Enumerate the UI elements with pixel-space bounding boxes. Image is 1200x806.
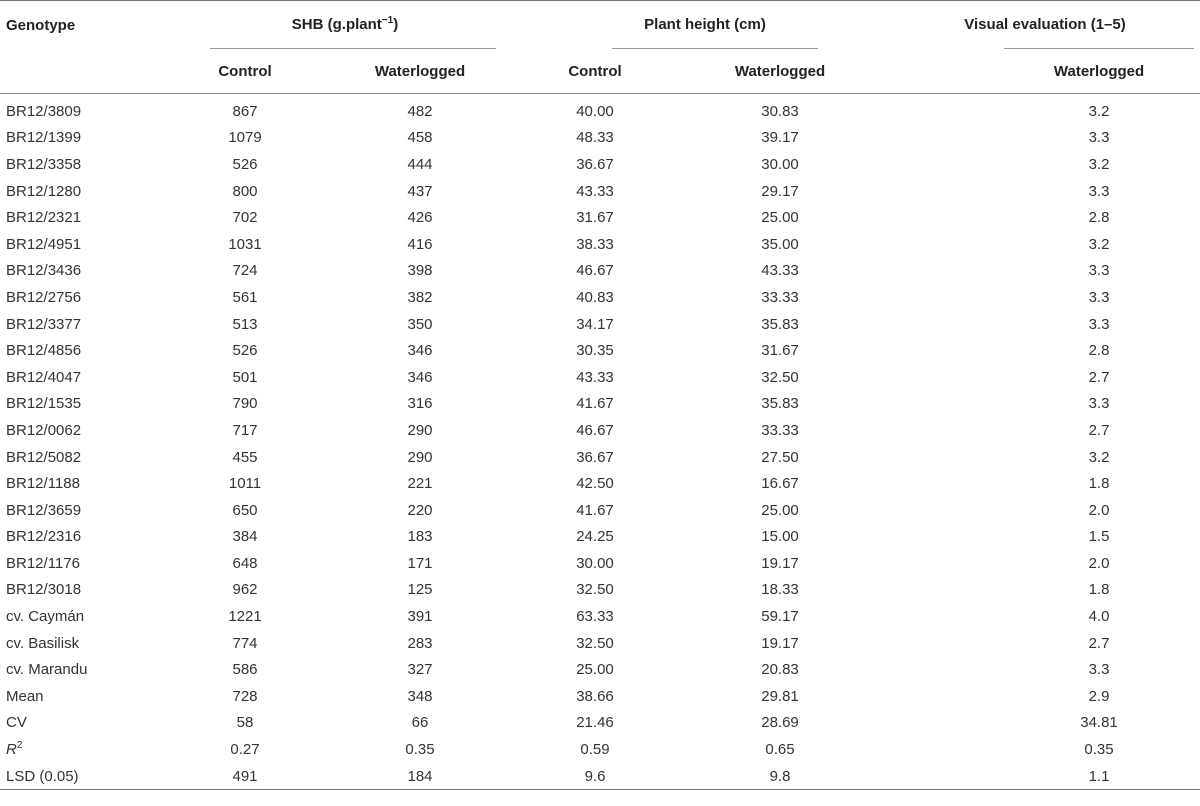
cell-shb-waterlogged: 348 [407, 687, 433, 705]
cell-shb-control: 1031 [228, 235, 262, 253]
cell-shb-waterlogged: 391 [407, 608, 433, 626]
cell-ph-waterlogged: 30.00 [761, 155, 799, 173]
cell-ph-waterlogged: 25.00 [761, 501, 799, 519]
shb-waterlogged-header: Waterlogged [320, 49, 520, 94]
cell-ph-control: 38.66 [576, 687, 614, 705]
table-row [0, 284, 1200, 311]
cell-shb-waterlogged: 283 [407, 634, 433, 652]
cell-ph-control: 40.83 [576, 288, 614, 306]
ph-waterlogged-header: Waterlogged [670, 49, 890, 94]
table-row [0, 417, 1200, 444]
cell-ph-control: 43.33 [576, 182, 614, 200]
cell-shb-waterlogged: 290 [407, 421, 433, 439]
header-row-groups [0, 1, 1200, 50]
cell-ve-waterlogged: 0.35 [1084, 741, 1114, 759]
cell-ph-control: 25.00 [576, 661, 614, 679]
cell-shb-control: 774 [232, 634, 258, 652]
cell-shb-waterlogged: 327 [407, 661, 433, 679]
table-row [0, 710, 1200, 737]
cell-genotype: cv. Marandu [6, 661, 88, 679]
cell-shb-waterlogged: 183 [407, 528, 433, 546]
visual-header-text: Visual evaluation (1–5) [964, 16, 1126, 33]
cell-genotype: cv. Caymán [6, 608, 85, 626]
cell-shb-control: 561 [232, 288, 258, 306]
cell-genotype: BR12/3659 [6, 501, 82, 519]
cell-shb-waterlogged: 221 [407, 475, 433, 493]
cell-ve-waterlogged: 1.5 [1088, 528, 1110, 546]
cell-ph-waterlogged: 25.00 [761, 209, 799, 227]
cell-genotype: BR12/3436 [6, 262, 82, 280]
cell-shb-control: 790 [232, 395, 258, 413]
cell-genotype: BR12/2316 [6, 528, 82, 546]
cell-genotype: BR12/3018 [6, 581, 82, 599]
cell-shb-waterlogged: 290 [407, 448, 433, 466]
table-row [0, 178, 1200, 205]
cell-ph-control: 63.33 [576, 608, 614, 626]
cell-ve-waterlogged: 2.8 [1088, 342, 1110, 360]
cell-ph-waterlogged: 0.65 [765, 741, 795, 759]
cell-shb-waterlogged: 398 [407, 262, 433, 280]
cell-shb-control: 0.27 [230, 741, 260, 759]
cell-genotype: Mean [6, 687, 44, 705]
cell-shb-control: 526 [232, 155, 258, 173]
cell-ph-waterlogged: 33.33 [761, 421, 799, 439]
cell-shb-control: 586 [232, 661, 258, 679]
cell-ph-control: 46.67 [576, 262, 614, 280]
shb-header-rule [210, 48, 496, 49]
plant-height-group-header [520, 1, 890, 50]
cell-ph-control: 36.67 [576, 448, 614, 466]
table-row [0, 391, 1200, 418]
cell-shb-control: 867 [232, 102, 258, 120]
table-row [0, 577, 1200, 604]
table-row [0, 204, 1200, 231]
ve-waterlogged-header: Waterlogged [890, 49, 1200, 94]
cell-ph-control: 24.25 [576, 528, 614, 546]
cell-shb-control: 526 [232, 342, 258, 360]
cell-shb-control: 58 [236, 714, 254, 732]
cell-ve-waterlogged: 3.2 [1088, 235, 1110, 253]
cell-shb-waterlogged: 125 [407, 581, 433, 599]
cell-ph-waterlogged: 30.83 [761, 102, 799, 120]
cell-genotype: BR12/0062 [6, 421, 82, 439]
cell-ph-waterlogged: 35.00 [761, 235, 799, 253]
genotype-header: Genotype [0, 1, 170, 50]
cell-ve-waterlogged: 1.1 [890, 763, 1200, 790]
cell-ve-waterlogged: 3.3 [1088, 395, 1110, 413]
cell-shb-waterlogged: 316 [407, 395, 433, 413]
cell-ph-control: 21.46 [576, 714, 614, 732]
cell-ve-waterlogged: 3.3 [1088, 661, 1110, 679]
cell-ve-waterlogged: 2.7 [1088, 634, 1110, 652]
cell-shb-control: 724 [232, 262, 258, 280]
table-row [0, 444, 1200, 471]
cell-ph-waterlogged: 29.17 [761, 182, 799, 200]
table-row [0, 656, 1200, 683]
cell-ve-waterlogged: 3.2 [1088, 155, 1110, 173]
cell-shb-waterlogged: 171 [407, 554, 433, 572]
table-row [0, 524, 1200, 551]
cell-shb-control: 1221 [228, 608, 262, 626]
cell-ph-waterlogged: 27.50 [761, 448, 799, 466]
cell-shb-waterlogged: 458 [407, 129, 433, 147]
cell-genotype: CV [6, 714, 27, 732]
cell-shb-waterlogged: 350 [407, 315, 433, 333]
cell-shb-waterlogged: 444 [407, 155, 433, 173]
cell-shb-control: 717 [232, 421, 258, 439]
cell-ph-waterlogged: 19.17 [761, 554, 799, 572]
cell-ve-waterlogged: 2.0 [1088, 554, 1110, 572]
cell-ve-waterlogged: 1.8 [1088, 475, 1110, 493]
table-row [0, 258, 1200, 285]
cell-ph-control: 9.6 [520, 763, 670, 790]
cell-ph-waterlogged: 18.33 [761, 581, 799, 599]
cell-shb-control: 728 [232, 687, 258, 705]
cell-ph-control: 40.00 [576, 102, 614, 120]
table-row [0, 94, 1200, 125]
visual-header-rule [1004, 48, 1194, 49]
cell-shb-waterlogged: 382 [407, 288, 433, 306]
cell-ph-control: 42.50 [576, 475, 614, 493]
cell-ve-waterlogged: 2.7 [1088, 421, 1110, 439]
cell-genotype: BR12/2756 [6, 288, 82, 306]
cell-shb-waterlogged: 416 [407, 235, 433, 253]
cell-ph-control: 0.59 [580, 741, 610, 759]
cell-genotype: BR12/1188 [6, 475, 80, 493]
cell-shb-control: 650 [232, 501, 258, 519]
cell-shb-control: 962 [232, 581, 258, 599]
cell-shb-control: 648 [232, 554, 258, 572]
cell-genotype: BR12/4047 [6, 368, 82, 386]
header-row-conditions [0, 49, 1200, 94]
cell-ve-waterlogged: 3.3 [1088, 262, 1110, 280]
cell-genotype: cv. Basilisk [6, 634, 80, 652]
table-row [0, 231, 1200, 258]
cell-ph-control: 48.33 [576, 129, 614, 147]
cell-ve-waterlogged: 3.3 [1088, 182, 1110, 200]
cell-ph-waterlogged: 31.67 [761, 342, 799, 360]
cell-ph-control: 46.67 [576, 421, 614, 439]
cell-shb-waterlogged: 437 [407, 182, 433, 200]
r2-label: $R^2$ [6, 740, 23, 759]
cell-genotype: BR12/1399 [6, 129, 82, 147]
cell-ph-waterlogged: 39.17 [761, 129, 799, 147]
cell-ph-control: 38.33 [576, 235, 614, 253]
table-row [0, 683, 1200, 710]
cell-shb-waterlogged: 0.35 [405, 741, 435, 759]
cell-genotype: BR12/5082 [6, 448, 82, 466]
cell-ph-waterlogged: 59.17 [761, 608, 799, 626]
cell-shb-waterlogged: 184 [320, 763, 520, 790]
table-row [0, 364, 1200, 391]
table-row [0, 151, 1200, 178]
cell-genotype: BR12/4951 [6, 235, 82, 253]
cell-genotype: BR12/3358 [6, 155, 82, 173]
cell-ve-waterlogged: 2.0 [1088, 501, 1110, 519]
cell-ph-waterlogged: 9.8 [670, 763, 890, 790]
cell-shb-control: 455 [232, 448, 258, 466]
cell-genotype: BR12/1535 [6, 395, 82, 413]
table-row [0, 311, 1200, 338]
cell-ph-waterlogged: 43.33 [761, 262, 799, 280]
cell-shb-waterlogged: 346 [407, 368, 433, 386]
cell-shb-control: 702 [232, 209, 258, 227]
table-row [0, 630, 1200, 657]
cell-shb-waterlogged: 482 [407, 102, 433, 120]
cell-ve-waterlogged: 34.81 [1080, 714, 1118, 732]
cell-genotype: BR12/1176 [6, 554, 80, 572]
shb-control-header: Control [170, 49, 320, 94]
cell-ve-waterlogged: 2.9 [1088, 687, 1110, 705]
cell-ve-waterlogged: 3.2 [1088, 448, 1110, 466]
table-row [0, 125, 1200, 152]
empty-header-cell [0, 49, 170, 94]
table-row [0, 497, 1200, 524]
cell-ve-waterlogged: 2.8 [1088, 209, 1110, 227]
plant-height-header-text: Plant height (cm) [644, 16, 766, 33]
shb-header-text: SHB (g.plant$^{-1}$) [291, 15, 399, 33]
cell-shb-control: 501 [232, 368, 258, 386]
cell-ve-waterlogged: 4.0 [1088, 608, 1110, 626]
table-row-r2 [0, 736, 1200, 763]
cell-ph-waterlogged: 29.81 [761, 687, 799, 705]
cell-ph-control: 31.67 [576, 209, 614, 227]
cell-ve-waterlogged: 2.7 [1088, 368, 1110, 386]
shb-group-header [170, 1, 520, 50]
cell-ve-waterlogged: 3.2 [1088, 102, 1110, 120]
cell-genotype: BR12/3377 [6, 315, 82, 333]
table-row [0, 470, 1200, 497]
cell-shb-control: 800 [232, 182, 258, 200]
table-body [0, 94, 1200, 790]
plant-height-header-rule [612, 48, 818, 49]
cell-genotype: BR12/3809 [6, 102, 82, 120]
cell-ph-waterlogged: 15.00 [761, 528, 799, 546]
cell-ph-control: 30.00 [576, 554, 614, 572]
cell-shb-control: 491 [170, 763, 320, 790]
cell-ph-waterlogged: 35.83 [761, 315, 799, 333]
cell-genotype: BR12/1280 [6, 182, 82, 200]
cell-ve-waterlogged: 1.8 [1088, 581, 1110, 599]
cell-ph-waterlogged: 32.50 [761, 368, 799, 386]
cell-ph-waterlogged: 28.69 [761, 714, 799, 732]
cell-shb-control: 513 [232, 315, 258, 333]
cell-ve-waterlogged: 3.3 [1088, 315, 1110, 333]
cell-ph-control: 32.50 [576, 581, 614, 599]
cell-ph-control: 36.67 [576, 155, 614, 173]
cell-ph-control: 30.35 [576, 342, 614, 360]
cell-shb-waterlogged: 220 [407, 501, 433, 519]
cell-shb-waterlogged: 426 [407, 209, 433, 227]
cell-genotype: LSD (0.05) [0, 763, 170, 790]
cell-genotype: BR12/4856 [6, 342, 82, 360]
cell-ph-waterlogged: 33.33 [761, 288, 799, 306]
cell-ve-waterlogged: 3.3 [1088, 288, 1110, 306]
ph-control-header: Control [520, 49, 670, 94]
cell-ph-control: 41.67 [576, 501, 614, 519]
table-row [0, 603, 1200, 630]
table-row [0, 337, 1200, 364]
cell-shb-control: 1079 [228, 129, 262, 147]
cell-ph-control: 32.50 [576, 634, 614, 652]
cell-ph-waterlogged: 19.17 [761, 634, 799, 652]
cell-ph-waterlogged: 20.83 [761, 661, 799, 679]
cell-shb-control: 384 [232, 528, 258, 546]
cell-ve-waterlogged: 3.3 [1088, 129, 1110, 147]
cell-ph-waterlogged: 35.83 [761, 395, 799, 413]
table-row [0, 550, 1200, 577]
cell-genotype: BR12/2321 [6, 209, 82, 227]
cell-shb-control: 1011 [228, 475, 262, 493]
cell-ph-control: 34.17 [576, 315, 614, 333]
cell-ph-waterlogged: 16.67 [761, 475, 799, 493]
visual-group-header [890, 1, 1200, 50]
table-row-lsd [0, 763, 1200, 790]
cell-shb-waterlogged: 346 [407, 342, 433, 360]
cell-ph-control: 41.67 [576, 395, 614, 413]
cell-shb-waterlogged: 66 [411, 714, 429, 732]
cell-ph-control: 43.33 [576, 368, 614, 386]
